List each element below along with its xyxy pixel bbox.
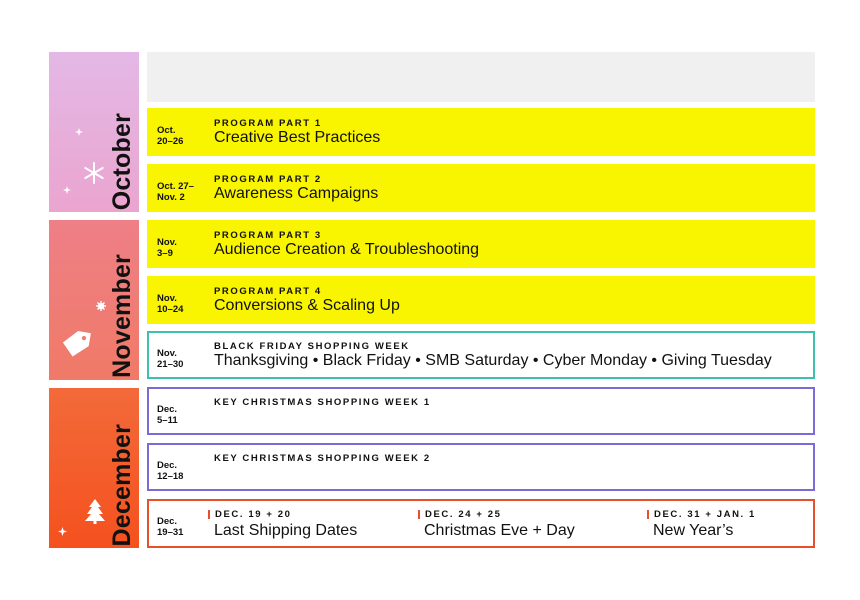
month-october: [49, 52, 139, 212]
accent-bar: [208, 510, 210, 519]
row-placeholder: [147, 52, 815, 102]
month-label-november: November: [108, 254, 136, 378]
snowflake-icon: [82, 161, 106, 185]
final-week-item-shipping: [208, 509, 357, 540]
sparkle-icon: [75, 128, 83, 136]
row-date: Oct. 20–26: [157, 125, 184, 147]
row-caption: BLACK FRIDAY SHOPPING WEEK: [214, 341, 410, 352]
row-date: Oct. 27– Nov. 2: [157, 181, 194, 203]
accent-bar: [647, 510, 649, 519]
accent-bar: [418, 510, 420, 519]
row-program-part-3: [147, 220, 815, 268]
row-date: Dec. 12–18: [157, 460, 184, 482]
christmas-tree-icon: [82, 498, 108, 524]
month-november: [49, 220, 139, 380]
row-title: Creative Best Practices: [214, 129, 381, 146]
row-date: Nov. 3–9: [157, 237, 177, 259]
row-date: Dec. 19–31: [157, 516, 184, 538]
row-title: Thanksgiving • Black Friday • SMB Saturday • Cyber Monday • Giving Tuesday: [214, 352, 772, 369]
final-week-item-title: New Year’s: [653, 522, 734, 539]
row-date: Nov. 10–24: [157, 293, 184, 315]
row-christmas-week-2: [147, 443, 815, 491]
final-week-item-new-year: [647, 509, 756, 540]
row-title: Awareness Campaigns: [214, 185, 379, 202]
row-black-friday-week: [147, 331, 815, 379]
price-tag-icon: [62, 328, 92, 358]
month-label-december: December: [108, 423, 136, 546]
final-week-item-title: Last Shipping Dates: [214, 522, 358, 539]
final-week-item-title: Christmas Eve + Day: [424, 522, 575, 539]
row-program-part-2: [147, 164, 815, 212]
row-caption: PROGRAM PART 3: [214, 230, 322, 241]
row-title: Audience Creation & Troubleshooting: [214, 241, 480, 258]
row-date: Nov. 21–30: [157, 348, 184, 370]
final-week-item-caption: DEC. 19 + 20: [208, 509, 357, 520]
row-program-part-4: [147, 276, 815, 324]
row-christmas-week-1: [147, 387, 815, 435]
row-caption: KEY CHRISTMAS SHOPPING WEEK 1: [214, 397, 431, 408]
row-program-part-1: [147, 108, 815, 156]
row-date: Dec. 5–11: [157, 404, 178, 426]
final-week-item-caption: DEC. 24 + 25: [418, 509, 575, 520]
sparkle-icon: [96, 301, 106, 311]
sparkle-icon: [58, 527, 67, 536]
row-final-week: [147, 499, 815, 548]
row-title: Conversions & Scaling Up: [214, 297, 400, 314]
row-caption: PROGRAM PART 4: [214, 286, 322, 297]
month-december: [49, 388, 139, 548]
final-week-item-caption: DEC. 31 + JAN. 1: [647, 509, 756, 520]
sparkle-icon: [63, 186, 71, 194]
row-caption: KEY CHRISTMAS SHOPPING WEEK 2: [214, 453, 431, 464]
row-caption: PROGRAM PART 2: [214, 174, 322, 185]
month-label-october: October: [108, 112, 136, 210]
final-week-item-christmas: [418, 509, 575, 540]
row-caption: PROGRAM PART 1: [214, 118, 322, 129]
